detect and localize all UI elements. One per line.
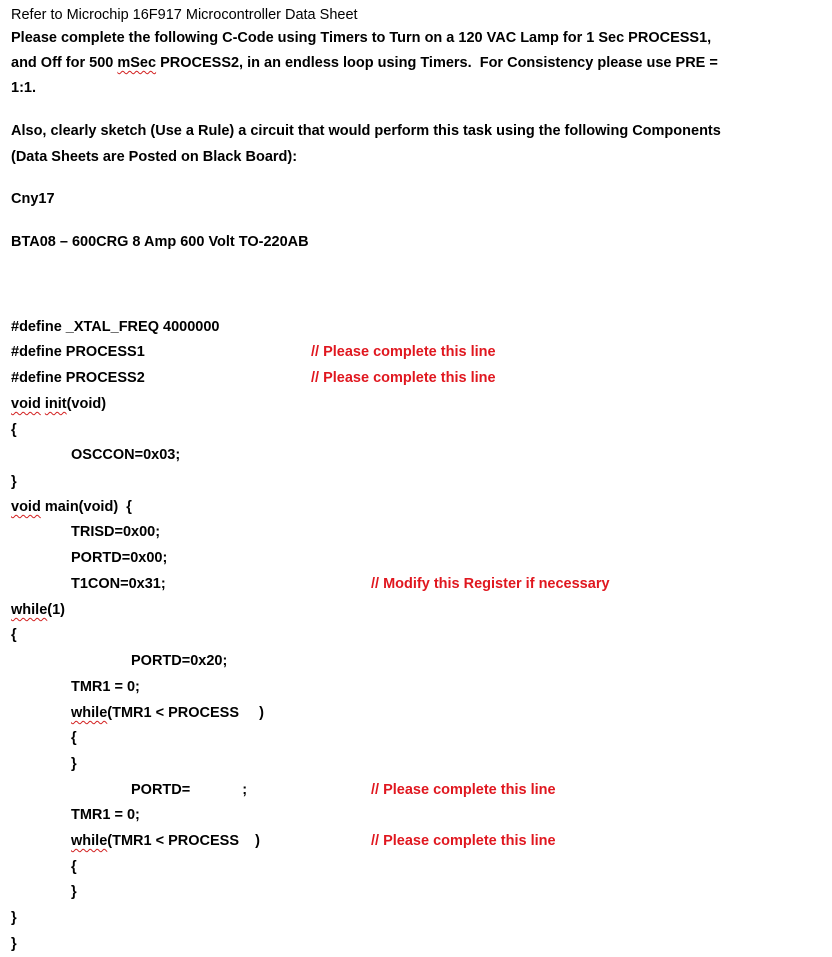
intro-line-6: (Data Sheets are Posted on Black Board): [11, 149, 298, 165]
tmr1-reset-2: TMR1 = 0; [71, 807, 140, 823]
comment-portd: // Please complete this line [371, 782, 556, 798]
while1-cond: (1) [47, 602, 65, 618]
init-name: init [44, 396, 67, 412]
wait1-brace-open: { [71, 730, 77, 746]
msec-word: mSec [117, 55, 157, 71]
intro-line-3b: PROCESS2, in an endless loop using Timers. For Consistency please use PRE = [156, 55, 718, 71]
portd-blank: PORTD= [131, 782, 191, 798]
comment-process1: // Please complete this line [311, 344, 496, 360]
while-cond-2: (TMR1 < PROCESS ) [107, 833, 260, 849]
portd-init-line: PORTD=0x00; [71, 550, 168, 566]
intro-line-3a: and Off for 500 [11, 55, 118, 71]
void-keyword: void [11, 396, 41, 412]
init-brace-close: } [11, 474, 17, 490]
main-void-keyword: void [11, 499, 41, 515]
intro-line-2: Please complete the following C-Code using Timers to Turn on a 120 VAC Lamp for 1 Sec PROCESS1, [11, 30, 712, 46]
intro-line-4: 1:1. [11, 80, 36, 96]
comment-t1con: // Modify this Register if necessary [371, 576, 610, 592]
component-bta08: BTA08 – 600CRG 8 Amp 600 Volt TO-220AB [11, 234, 309, 250]
tmr1-reset-1: TMR1 = 0; [71, 679, 140, 695]
wait2-brace-close: } [71, 884, 77, 900]
wait2-brace-open: { [71, 859, 77, 875]
void-main-line [11, 498, 132, 516]
while1-line [11, 601, 65, 619]
void-init-line [11, 395, 106, 413]
intro-line-1: Refer to Microchip 16F917 Microcontroller Data Sheet [11, 7, 358, 23]
trisd-line: TRISD=0x00; [71, 524, 161, 540]
define-xtal: #define _XTAL_FREQ 4000000 [11, 319, 220, 335]
loop-brace-close: } [11, 910, 17, 926]
while-process-1 [71, 704, 264, 722]
portd-semicolon: ; [242, 782, 248, 798]
while1-keyword: while [11, 602, 48, 618]
init-args: (void) [66, 396, 107, 412]
main-brace-close: } [11, 936, 17, 952]
t1con-line: T1CON=0x31; [71, 576, 166, 592]
while-process-2 [71, 832, 260, 850]
define-process2: #define PROCESS2 [11, 370, 145, 386]
comment-while2: // Please complete this line [371, 833, 556, 849]
intro-line-3 [11, 54, 718, 72]
component-cny17: Cny17 [11, 191, 55, 207]
osccon-line: OSCCON=0x03; [71, 447, 181, 463]
while-cond-1: (TMR1 < PROCESS ) [107, 705, 264, 721]
comment-process2: // Please complete this line [311, 370, 496, 386]
init-brace-open: { [11, 422, 17, 438]
portd-on-line: PORTD=0x20; [131, 653, 228, 669]
while-keyword-2: while [71, 833, 108, 849]
intro-line-5: Also, clearly sketch (Use a Rule) a circuit that would perform this task using the following Components [11, 123, 721, 139]
define-process1: #define PROCESS1 [11, 344, 145, 360]
portd-blank-line [131, 781, 247, 799]
wait1-brace-close: } [71, 756, 77, 772]
while-keyword-1: while [71, 705, 108, 721]
loop-brace-open: { [11, 627, 17, 643]
main-signature: main(void) { [40, 499, 132, 515]
